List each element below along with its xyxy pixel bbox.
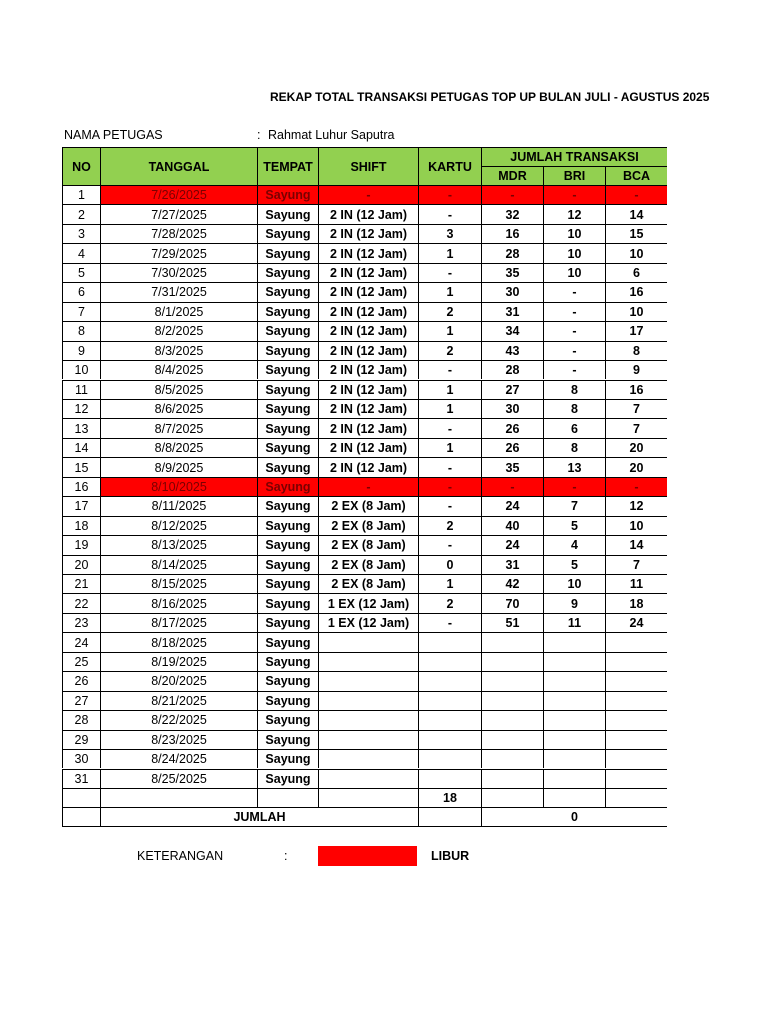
total-cell-bca[interactable] — [605, 788, 667, 807]
cell-bca[interactable]: 7 — [605, 399, 667, 418]
cell-bca[interactable]: 10 — [605, 516, 667, 535]
cell-no[interactable]: 3 — [62, 224, 100, 243]
cell-shift[interactable] — [318, 769, 418, 788]
cell-shift[interactable] — [318, 691, 418, 710]
cell-shift[interactable] — [318, 749, 418, 768]
cell-tanggal[interactable]: 8/6/2025 — [100, 399, 257, 418]
cell-bca[interactable]: 20 — [605, 457, 667, 476]
cell-kartu[interactable]: - — [418, 477, 481, 496]
cell-bca[interactable]: 14 — [605, 204, 667, 223]
cell-tempat[interactable]: Sayung — [257, 574, 318, 593]
cell-no[interactable]: 11 — [62, 380, 100, 399]
cell-bca[interactable]: 15 — [605, 224, 667, 243]
cell-mdr[interactable]: 40 — [481, 516, 543, 535]
cell-shift[interactable]: 2 IN (12 Jam) — [318, 243, 418, 262]
cell-no[interactable]: 31 — [62, 769, 100, 788]
cell-bca[interactable] — [605, 632, 667, 651]
cell-no[interactable]: 26 — [62, 671, 100, 690]
cell-tempat[interactable]: Sayung — [257, 555, 318, 574]
cell-bri[interactable]: - — [543, 321, 605, 340]
cell-mdr[interactable]: 34 — [481, 321, 543, 340]
cell-no[interactable]: 24 — [62, 632, 100, 651]
cell-tempat[interactable]: Sayung — [257, 243, 318, 262]
cell-tempat[interactable]: Sayung — [257, 730, 318, 749]
cell-tempat[interactable]: Sayung — [257, 360, 318, 379]
cell-tanggal[interactable]: 7/28/2025 — [100, 224, 257, 243]
cell-bri[interactable] — [543, 652, 605, 671]
cell-kartu[interactable]: 1 — [418, 243, 481, 262]
cell-bca[interactable]: 8 — [605, 341, 667, 360]
cell-bca[interactable] — [605, 749, 667, 768]
cell-tanggal[interactable]: 8/15/2025 — [100, 574, 257, 593]
cell-bri[interactable]: 5 — [543, 555, 605, 574]
cell-bri[interactable]: 7 — [543, 496, 605, 515]
cell-tempat[interactable]: Sayung — [257, 341, 318, 360]
cell-mdr[interactable]: 35 — [481, 457, 543, 476]
cell-tanggal[interactable]: 8/5/2025 — [100, 380, 257, 399]
cell-mdr[interactable]: 32 — [481, 204, 543, 223]
legend-libur-swatch — [318, 846, 417, 866]
cell-tanggal[interactable]: 8/25/2025 — [100, 769, 257, 788]
cell-kartu[interactable] — [418, 769, 481, 788]
cell-tempat[interactable]: Sayung — [257, 516, 318, 535]
cell-no[interactable]: 21 — [62, 574, 100, 593]
cell-kartu[interactable]: - — [418, 418, 481, 437]
cell-tempat[interactable]: Sayung — [257, 749, 318, 768]
cell-kartu[interactable] — [418, 632, 481, 651]
cell-no[interactable]: 12 — [62, 399, 100, 418]
cell-mdr[interactable]: - — [481, 185, 543, 204]
cell-bri[interactable]: - — [543, 341, 605, 360]
cell-tanggal[interactable]: 8/2/2025 — [100, 321, 257, 340]
cell-tempat[interactable]: Sayung — [257, 457, 318, 476]
cell-shift[interactable]: 2 EX (8 Jam) — [318, 496, 418, 515]
cell-no[interactable]: 13 — [62, 418, 100, 437]
cell-kartu[interactable]: 0 — [418, 555, 481, 574]
cell-mdr[interactable] — [481, 632, 543, 651]
cell-bri[interactable] — [543, 691, 605, 710]
cell-tanggal[interactable]: 8/14/2025 — [100, 555, 257, 574]
cell-bri[interactable]: - — [543, 477, 605, 496]
cell-bri[interactable] — [543, 730, 605, 749]
cell-shift[interactable] — [318, 730, 418, 749]
cell-shift[interactable]: 2 IN (12 Jam) — [318, 399, 418, 418]
total-cell-mdr[interactable] — [481, 788, 543, 807]
cell-shift[interactable]: 2 EX (8 Jam) — [318, 535, 418, 554]
cell-tempat[interactable]: Sayung — [257, 496, 318, 515]
cell-no[interactable]: 5 — [62, 263, 100, 282]
cell-shift[interactable]: 1 EX (12 Jam) — [318, 593, 418, 612]
cell-kartu[interactable] — [418, 749, 481, 768]
cell-bri[interactable] — [543, 632, 605, 651]
legend-label: KETERANGAN — [137, 849, 224, 863]
cell-no[interactable]: 27 — [62, 691, 100, 710]
cell-kartu[interactable]: 2 — [418, 593, 481, 612]
cell-mdr[interactable]: 27 — [481, 380, 543, 399]
cell-bca[interactable] — [605, 769, 667, 788]
cell-tempat[interactable]: Sayung — [257, 769, 318, 788]
cell-bca[interactable]: 9 — [605, 360, 667, 379]
cell-no[interactable]: 6 — [62, 282, 100, 301]
cell-bca[interactable]: 24 — [605, 613, 667, 632]
cell-tanggal[interactable]: 8/13/2025 — [100, 535, 257, 554]
cell-kartu[interactable]: 1 — [418, 399, 481, 418]
cell-bri[interactable]: 10 — [543, 263, 605, 282]
jumlah-blank[interactable] — [62, 807, 100, 826]
cell-tempat[interactable]: Sayung — [257, 691, 318, 710]
cell-tempat[interactable]: Sayung — [257, 671, 318, 690]
cell-mdr[interactable] — [481, 691, 543, 710]
kartu-total[interactable]: 18 — [418, 788, 481, 807]
jumlah-label[interactable]: JUMLAH — [100, 807, 418, 826]
cell-tanggal[interactable]: 8/7/2025 — [100, 418, 257, 437]
cell-bca[interactable]: 17 — [605, 321, 667, 340]
legend-libur-text: LIBUR — [431, 849, 470, 863]
cell-tanggal[interactable]: 8/23/2025 — [100, 730, 257, 749]
cell-mdr[interactable]: 26 — [481, 438, 543, 457]
cell-mdr[interactable] — [481, 769, 543, 788]
cell-mdr[interactable]: 30 — [481, 282, 543, 301]
cell-kartu[interactable]: 1 — [418, 380, 481, 399]
cell-tanggal[interactable]: 8/3/2025 — [100, 341, 257, 360]
cell-mdr[interactable]: 16 — [481, 224, 543, 243]
total-cell-tanggal[interactable] — [100, 788, 257, 807]
report-title: REKAP TOTAL TRANSAKSI PETUGAS TOP UP BULAN JULI - AGUSTUS 2025 — [270, 90, 710, 104]
cell-shift[interactable]: 2 EX (8 Jam) — [318, 516, 418, 535]
cell-mdr[interactable]: 51 — [481, 613, 543, 632]
cell-no[interactable]: 28 — [62, 710, 100, 729]
cell-bca[interactable]: 11 — [605, 574, 667, 593]
cell-mdr[interactable] — [481, 652, 543, 671]
cell-bri[interactable]: 5 — [543, 516, 605, 535]
cell-tempat[interactable]: Sayung — [257, 282, 318, 301]
cell-tempat[interactable]: Sayung — [257, 302, 318, 321]
cell-kartu[interactable]: 1 — [418, 321, 481, 340]
header-no[interactable]: NO — [62, 147, 100, 185]
legend-colon: : — [284, 849, 288, 863]
cell-tanggal[interactable]: 8/17/2025 — [100, 613, 257, 632]
officer-colon: : — [257, 128, 261, 142]
cell-bri[interactable]: - — [543, 282, 605, 301]
cell-no[interactable]: 19 — [62, 535, 100, 554]
cell-tempat[interactable]: Sayung — [257, 535, 318, 554]
cell-bca[interactable] — [605, 710, 667, 729]
cell-bca[interactable]: 14 — [605, 535, 667, 554]
cell-tanggal[interactable]: 8/11/2025 — [100, 496, 257, 515]
header-bca[interactable]: BCA — [605, 166, 667, 185]
cell-kartu[interactable]: - — [418, 613, 481, 632]
cell-tempat[interactable]: Sayung — [257, 263, 318, 282]
cell-no[interactable]: 8 — [62, 321, 100, 340]
cell-bri[interactable]: 10 — [543, 243, 605, 262]
cell-bri[interactable]: 11 — [543, 613, 605, 632]
header-kartu[interactable]: KARTU — [418, 147, 481, 185]
cell-kartu[interactable] — [418, 671, 481, 690]
cell-kartu[interactable]: 2 — [418, 302, 481, 321]
cell-bri[interactable] — [543, 671, 605, 690]
cell-bca[interactable]: 16 — [605, 380, 667, 399]
cell-shift[interactable]: 2 IN (12 Jam) — [318, 360, 418, 379]
officer-label: NAMA PETUGAS — [64, 128, 163, 142]
cell-tempat[interactable]: Sayung — [257, 418, 318, 437]
cell-mdr[interactable]: 30 — [481, 399, 543, 418]
cell-tanggal[interactable]: 8/24/2025 — [100, 749, 257, 768]
cell-tempat[interactable]: Sayung — [257, 204, 318, 223]
cell-no[interactable]: 18 — [62, 516, 100, 535]
cell-mdr[interactable] — [481, 671, 543, 690]
header-tanggal[interactable]: TANGGAL — [100, 147, 257, 185]
cell-bri[interactable]: 9 — [543, 593, 605, 612]
cell-tanggal[interactable]: 8/9/2025 — [100, 457, 257, 476]
cell-mdr[interactable]: 24 — [481, 535, 543, 554]
cell-bri[interactable] — [543, 749, 605, 768]
cell-shift[interactable]: 2 EX (8 Jam) — [318, 555, 418, 574]
cell-bri[interactable] — [543, 710, 605, 729]
cell-kartu[interactable]: - — [418, 263, 481, 282]
cell-no[interactable]: 22 — [62, 593, 100, 612]
cell-shift[interactable]: 2 IN (12 Jam) — [318, 418, 418, 437]
cell-kartu[interactable] — [418, 691, 481, 710]
cell-mdr[interactable]: 28 — [481, 243, 543, 262]
cell-shift[interactable]: 2 IN (12 Jam) — [318, 204, 418, 223]
cell-bca[interactable]: 10 — [605, 243, 667, 262]
cell-no[interactable]: 29 — [62, 730, 100, 749]
cell-tanggal[interactable]: 8/20/2025 — [100, 671, 257, 690]
total-cell-tempat[interactable] — [257, 788, 318, 807]
cell-no[interactable]: 15 — [62, 457, 100, 476]
cell-tempat[interactable]: Sayung — [257, 380, 318, 399]
cell-bca[interactable]: 6 — [605, 263, 667, 282]
cell-bri[interactable]: 6 — [543, 418, 605, 437]
total-cell-shift[interactable] — [318, 788, 418, 807]
cell-shift[interactable]: 2 IN (12 Jam) — [318, 341, 418, 360]
cell-shift[interactable]: 2 IN (12 Jam) — [318, 438, 418, 457]
cell-tanggal[interactable]: 8/4/2025 — [100, 360, 257, 379]
cell-tempat[interactable]: Sayung — [257, 321, 318, 340]
cell-bca[interactable] — [605, 691, 667, 710]
cell-no[interactable]: 1 — [62, 185, 100, 204]
cell-mdr[interactable]: 70 — [481, 593, 543, 612]
cell-no[interactable]: 30 — [62, 749, 100, 768]
cell-mdr[interactable]: 28 — [481, 360, 543, 379]
cell-tempat[interactable]: Sayung — [257, 477, 318, 496]
cell-bca[interactable]: 7 — [605, 555, 667, 574]
cell-tempat[interactable]: Sayung — [257, 438, 318, 457]
header-tempat[interactable]: TEMPAT — [257, 147, 318, 185]
cell-bri[interactable]: 10 — [543, 224, 605, 243]
cell-shift[interactable]: 2 IN (12 Jam) — [318, 302, 418, 321]
cell-shift[interactable] — [318, 652, 418, 671]
cell-bri[interactable]: - — [543, 185, 605, 204]
cell-no[interactable]: 14 — [62, 438, 100, 457]
cell-no[interactable]: 7 — [62, 302, 100, 321]
cell-kartu[interactable]: 2 — [418, 341, 481, 360]
cell-mdr[interactable]: 42 — [481, 574, 543, 593]
cell-tempat[interactable]: Sayung — [257, 710, 318, 729]
cell-shift[interactable] — [318, 671, 418, 690]
officer-name: Rahmat Luhur Saputra — [268, 128, 395, 142]
cell-mdr[interactable]: 31 — [481, 302, 543, 321]
header-shift[interactable]: SHIFT — [318, 147, 418, 185]
cell-kartu[interactable]: 1 — [418, 574, 481, 593]
cell-shift[interactable]: 2 IN (12 Jam) — [318, 263, 418, 282]
cell-tanggal[interactable]: 8/8/2025 — [100, 438, 257, 457]
cell-kartu[interactable]: 1 — [418, 282, 481, 301]
cell-shift[interactable]: 2 IN (12 Jam) — [318, 380, 418, 399]
cell-tempat[interactable]: Sayung — [257, 632, 318, 651]
cell-mdr[interactable]: 35 — [481, 263, 543, 282]
cell-no[interactable]: 23 — [62, 613, 100, 632]
cell-mdr[interactable]: 31 — [481, 555, 543, 574]
cell-no[interactable]: 16 — [62, 477, 100, 496]
cell-kartu[interactable]: - — [418, 535, 481, 554]
cell-bri[interactable]: 12 — [543, 204, 605, 223]
cell-tanggal[interactable]: 8/19/2025 — [100, 652, 257, 671]
cell-bri[interactable]: - — [543, 302, 605, 321]
cell-bca[interactable] — [605, 671, 667, 690]
total-cell-bri[interactable] — [543, 788, 605, 807]
cell-tanggal[interactable]: 7/27/2025 — [100, 204, 257, 223]
cell-bri[interactable]: 4 — [543, 535, 605, 554]
header-mdr[interactable]: MDR — [481, 166, 543, 185]
cell-tanggal[interactable]: 8/10/2025 — [100, 477, 257, 496]
cell-no[interactable]: 2 — [62, 204, 100, 223]
cell-tanggal[interactable]: 8/16/2025 — [100, 593, 257, 612]
cell-no[interactable]: 10 — [62, 360, 100, 379]
cell-bri[interactable]: - — [543, 360, 605, 379]
cell-mdr[interactable] — [481, 710, 543, 729]
cell-bca[interactable]: 10 — [605, 302, 667, 321]
cell-no[interactable]: 25 — [62, 652, 100, 671]
cell-shift[interactable]: 2 IN (12 Jam) — [318, 224, 418, 243]
total-cell-no[interactable] — [62, 788, 100, 807]
cell-mdr[interactable]: 24 — [481, 496, 543, 515]
cell-tanggal[interactable]: 8/1/2025 — [100, 302, 257, 321]
cell-bri[interactable]: 8 — [543, 380, 605, 399]
cell-tanggal[interactable]: 7/31/2025 — [100, 282, 257, 301]
cell-bca[interactable]: - — [605, 185, 667, 204]
cell-kartu[interactable] — [418, 710, 481, 729]
cell-shift[interactable] — [318, 710, 418, 729]
cell-mdr[interactable]: 26 — [481, 418, 543, 437]
cell-bca[interactable]: - — [605, 477, 667, 496]
cell-tanggal[interactable]: 8/22/2025 — [100, 710, 257, 729]
cell-bca[interactable]: 16 — [605, 282, 667, 301]
cell-kartu[interactable]: - — [418, 185, 481, 204]
cell-tanggal[interactable]: 7/26/2025 — [100, 185, 257, 204]
cell-shift[interactable]: 2 IN (12 Jam) — [318, 282, 418, 301]
cell-tanggal[interactable]: 8/21/2025 — [100, 691, 257, 710]
cell-tanggal[interactable]: 8/18/2025 — [100, 632, 257, 651]
cell-kartu[interactable]: 3 — [418, 224, 481, 243]
cell-no[interactable]: 9 — [62, 341, 100, 360]
cell-shift[interactable]: 2 IN (12 Jam) — [318, 457, 418, 476]
cell-tempat[interactable]: Sayung — [257, 652, 318, 671]
cell-bca[interactable] — [605, 652, 667, 671]
cell-kartu[interactable]: 1 — [418, 438, 481, 457]
header-bri[interactable]: BRI — [543, 166, 605, 185]
cell-tempat[interactable]: Sayung — [257, 399, 318, 418]
cell-bri[interactable]: 8 — [543, 438, 605, 457]
cell-shift[interactable]: - — [318, 185, 418, 204]
cell-kartu[interactable] — [418, 730, 481, 749]
cell-kartu[interactable]: - — [418, 496, 481, 515]
cell-kartu[interactable]: - — [418, 204, 481, 223]
cell-kartu[interactable]: 2 — [418, 516, 481, 535]
jumlah-value[interactable]: 0 — [481, 807, 667, 826]
cell-kartu[interactable] — [418, 652, 481, 671]
cell-shift[interactable]: 2 IN (12 Jam) — [318, 321, 418, 340]
cell-tanggal[interactable]: 7/29/2025 — [100, 243, 257, 262]
cell-bca[interactable]: 12 — [605, 496, 667, 515]
cell-mdr[interactable] — [481, 749, 543, 768]
jumlah-kartu-blank[interactable] — [418, 807, 481, 826]
cell-no[interactable]: 4 — [62, 243, 100, 262]
cell-tanggal[interactable]: 7/30/2025 — [100, 263, 257, 282]
cell-no[interactable]: 17 — [62, 496, 100, 515]
cell-shift[interactable]: - — [318, 477, 418, 496]
cell-bri[interactable]: 8 — [543, 399, 605, 418]
cell-bri[interactable] — [543, 769, 605, 788]
cell-mdr[interactable]: - — [481, 477, 543, 496]
cell-mdr[interactable] — [481, 730, 543, 749]
cell-kartu[interactable]: - — [418, 457, 481, 476]
cell-kartu[interactable]: - — [418, 360, 481, 379]
cell-shift[interactable]: 1 EX (12 Jam) — [318, 613, 418, 632]
header-jumlah-transaksi[interactable]: JUMLAH TRANSAKSI — [481, 147, 667, 166]
cell-tempat[interactable]: Sayung — [257, 224, 318, 243]
cell-tempat[interactable]: Sayung — [257, 613, 318, 632]
cell-bca[interactable]: 7 — [605, 418, 667, 437]
cell-bri[interactable]: 13 — [543, 457, 605, 476]
cell-bca[interactable] — [605, 730, 667, 749]
cell-tempat[interactable]: Sayung — [257, 593, 318, 612]
cell-tempat[interactable]: Sayung — [257, 185, 318, 204]
cell-shift[interactable] — [318, 632, 418, 651]
cell-shift[interactable]: 2 EX (8 Jam) — [318, 574, 418, 593]
cell-bri[interactable]: 10 — [543, 574, 605, 593]
cell-no[interactable]: 20 — [62, 555, 100, 574]
cell-bca[interactable]: 18 — [605, 593, 667, 612]
cell-tanggal[interactable]: 8/12/2025 — [100, 516, 257, 535]
cell-bca[interactable]: 20 — [605, 438, 667, 457]
cell-mdr[interactable]: 43 — [481, 341, 543, 360]
